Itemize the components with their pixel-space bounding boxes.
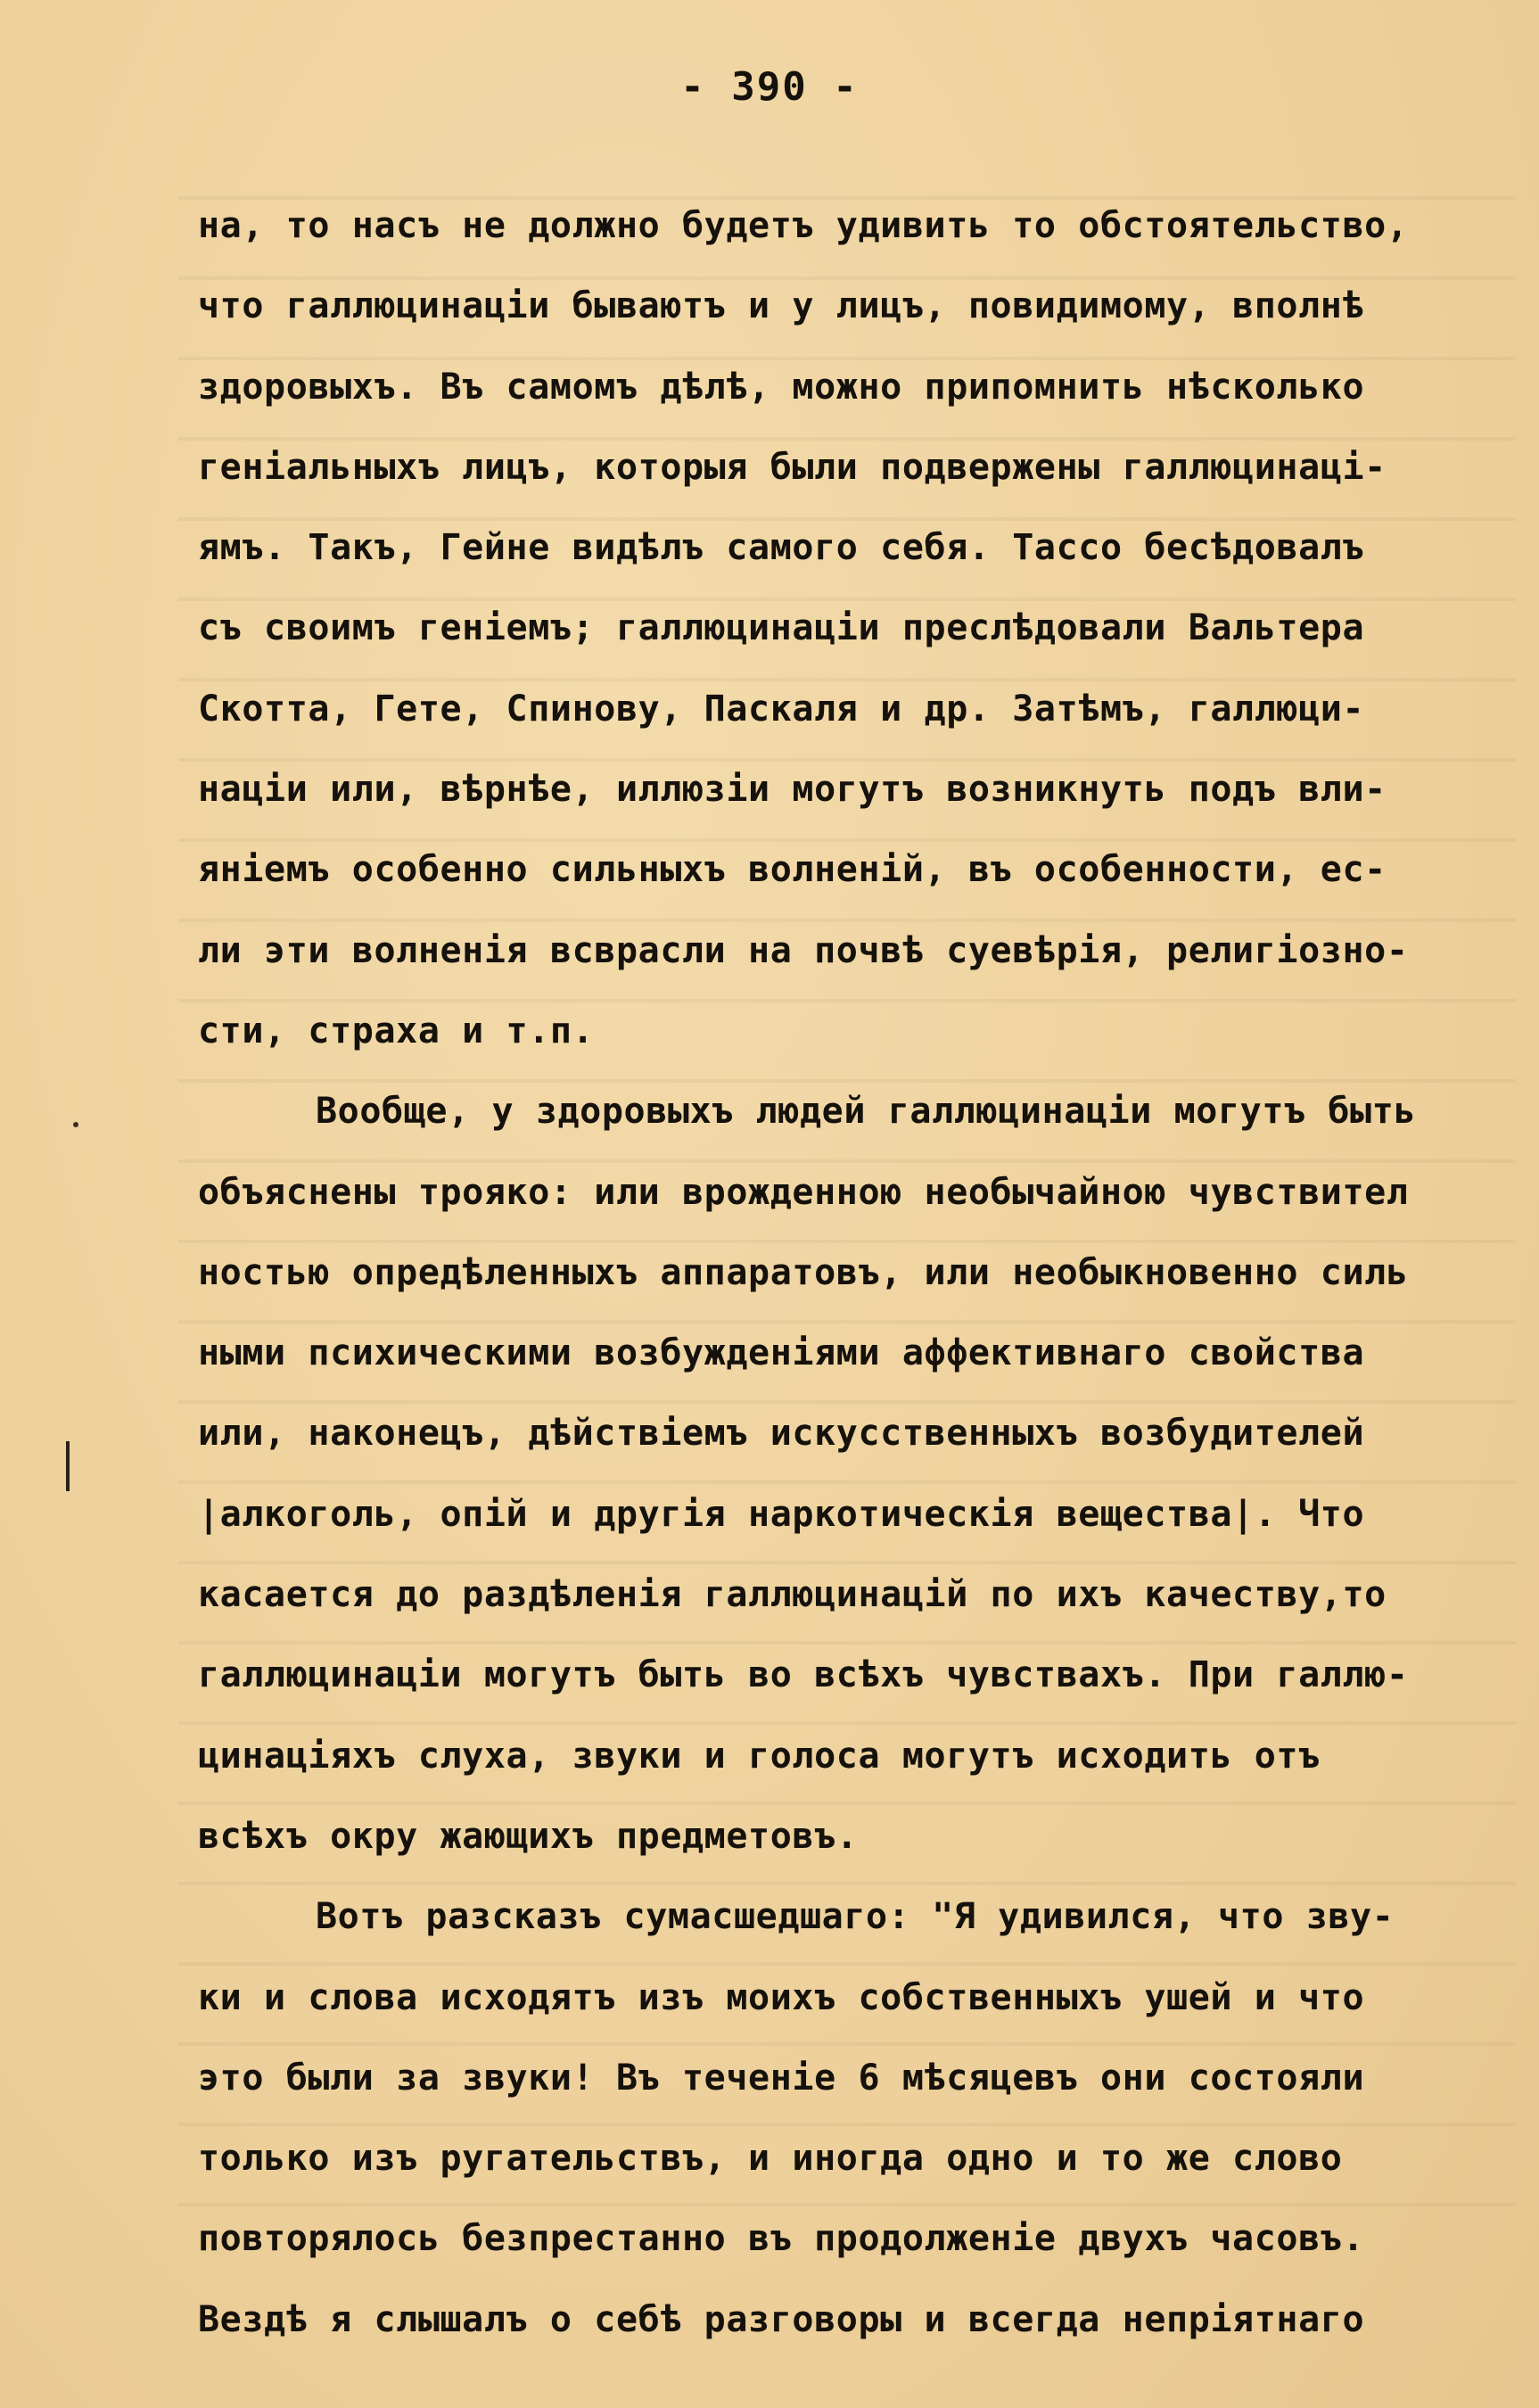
text-line: цинаціяхъ слуха, звуки и голоса могутъ исходить отъ <box>198 1735 1321 1777</box>
text-line: на, то насъ не должно будетъ удивить то обстоятельство, <box>198 205 1409 246</box>
text-line: ямъ. Такъ, Гейне видѣлъ самого себя. Тассо бесѣдовалъ <box>198 527 1365 569</box>
text-line: |алкоголь, опій и другія наркотическія вещества|. Что <box>198 1493 1365 1535</box>
text-line: ными психическими возбужденіями аффективнаго свойства <box>198 1332 1365 1374</box>
text-line: галлюцинаціи могутъ быть во всѣхъ чувствахъ. При галлю- <box>198 1654 1409 1696</box>
margin-dot <box>73 1122 78 1127</box>
text-line: или, наконецъ, дѣйствіемъ искусственныхъ возбудителей <box>198 1413 1365 1455</box>
paragraph-start-line: Вотъ разсказъ сумасшедшаго: "Я удивился, что зву- <box>316 1896 1395 1938</box>
text-line: Скотта, Гете, Спинову, Паскаля и др. Затѣмъ, галлюци- <box>198 688 1365 730</box>
text-line: объяснены трояко: или врожденною необычайною чувствител <box>198 1171 1409 1213</box>
body-text <box>198 186 1527 2360</box>
text-line: только изъ ругательствъ, и иногда одно и то же слово <box>198 2138 1343 2180</box>
text-line: съ своимъ геніемъ; галлюцинаціи преслѣдовали Вальтера <box>198 607 1365 649</box>
page-number: - 390 - <box>680 64 859 110</box>
text-line: сти, страха и т.п. <box>198 1010 595 1051</box>
text-line: это были за звуки! Въ теченіе 6 мѣсяцевъ они состояли <box>198 2057 1365 2099</box>
text-line: геніальныхъ лицъ, которыя были подвержены галлюцинаці- <box>198 446 1387 488</box>
text-line: здоровыхъ. Въ самомъ дѣлѣ, можно припомнить нѣсколько <box>198 366 1365 408</box>
text-line: яніемъ особенно сильныхъ волненій, въ особенности, ес- <box>198 849 1387 891</box>
text-line: всѣхъ окру жающихъ предметовъ. <box>198 1815 859 1857</box>
margin-mark <box>66 1441 70 1491</box>
text-line: ли эти волненія всврасли на почвѣ суевѣрія, религіозно- <box>198 929 1409 971</box>
text-line: что галлюцинаціи бываютъ и у лицъ, повидимому, вполнѣ <box>198 285 1365 327</box>
text-line: Вездѣ я слышалъ о себѣ разговоры и всегда непріятнаго <box>198 2298 1365 2340</box>
text-line: ки и слова исходятъ изъ моихъ собственныхъ ушей и что <box>198 1976 1365 2018</box>
text-line: націи или, вѣрнѣе, иллюзіи могутъ возникнуть подъ вли- <box>198 769 1387 811</box>
text-line: касается до раздѣленія галлюцинацій по ихъ качеству,то <box>198 1574 1387 1616</box>
paragraph-start-line: Вообще, у здоровыхъ людей галлюцинаціи могутъ быть <box>316 1091 1417 1133</box>
text-line: повторялось безпрестанно въ продолженіе двухъ часовъ. <box>198 2218 1365 2260</box>
text-line: ностью опредѣленныхъ аппаратовъ, или необыкновенно силь <box>198 1251 1409 1293</box>
